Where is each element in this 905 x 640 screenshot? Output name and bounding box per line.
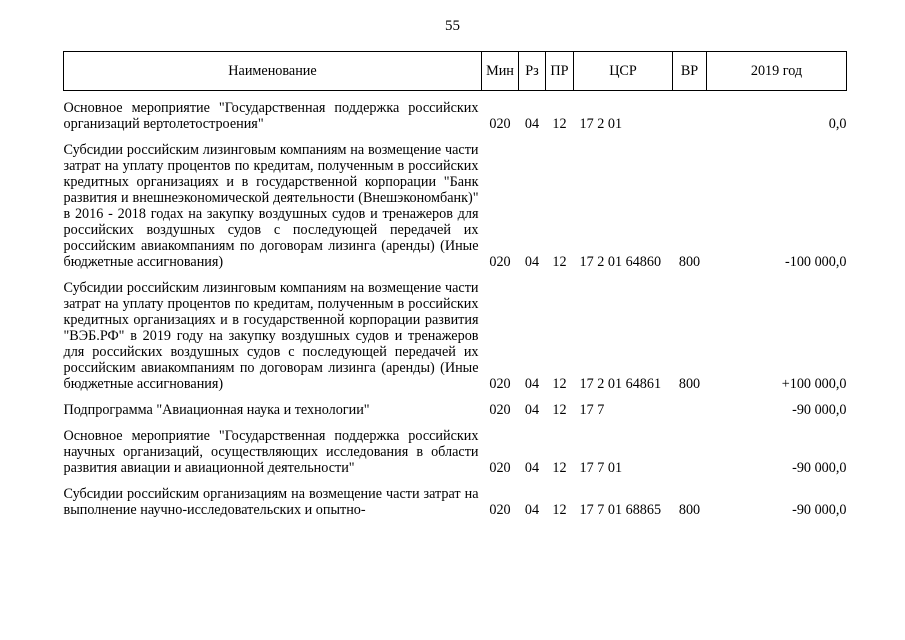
row-rz: 04 [524, 402, 540, 418]
row-min: 020 [489, 502, 511, 518]
budget-table [63, 51, 847, 518]
table-row [64, 392, 847, 418]
row-csr: 17 2 01 64860 [579, 254, 662, 270]
header-min: Мин [482, 52, 519, 91]
row-vr: 800 [678, 376, 701, 392]
row-name: Субсидии российским организациям на возмещение части затрат на выполнение научно-исследовательских и опытно- [63, 486, 479, 518]
row-amount: +100 000,0 [781, 376, 847, 392]
row-rz: 04 [524, 460, 540, 476]
row-pr: 12 [552, 254, 567, 270]
row-min: 020 [489, 376, 511, 392]
row-vr [673, 392, 707, 418]
row-pr: 12 [552, 460, 567, 476]
row-pr: 12 [552, 376, 567, 392]
row-rz: 04 [524, 502, 540, 518]
header-pr: ПР [546, 52, 574, 91]
row-vr: 800 [678, 254, 701, 270]
header-rz: Рз [519, 52, 546, 91]
row-min: 020 [489, 254, 511, 270]
row-min: 020 [489, 402, 511, 418]
row-name: Субсидии российским лизинговым компаниям на возмещение части затрат на уплату процентов по кредитам, полученным в российских кредитных организациях и в государственной корпорации "Банк развития и внешнеэкономической деятельности (Внешэкономбанк)" в 2016 - 2018 годах на закупку воздушных судов и тренажеров для российских воздушных судов с последующей передачей их российским авиакомпаниям по договорам лизинга (аренды) (Иные бюджетные ассигнования) [63, 142, 479, 270]
table-row [64, 132, 847, 270]
header-year: 2019 год [707, 52, 847, 91]
page-number: 55 [445, 18, 460, 34]
row-vr: 800 [678, 502, 701, 518]
row-amount: -90 000,0 [792, 402, 847, 418]
row-vr [673, 91, 707, 133]
table-row [64, 476, 847, 518]
row-csr: 17 2 01 64861 [579, 376, 662, 392]
row-name: Основное мероприятие "Государственная поддержка российских научных организаций, осуществляющих исследования в области развития авиации и авиационной деятельности" [63, 428, 479, 476]
row-min: 020 [489, 460, 511, 476]
row-amount: -90 000,0 [792, 460, 847, 476]
row-name: Подпрограмма "Авиационная наука и технологии" [63, 402, 370, 418]
table-row [64, 418, 847, 476]
row-vr [673, 418, 707, 476]
row-pr: 12 [552, 116, 567, 132]
row-csr: 17 7 [579, 402, 605, 418]
row-rz: 04 [524, 376, 540, 392]
row-name: Субсидии российским лизинговым компаниям на возмещение части затрат на уплату процентов по кредитам, полученным в российских кредитных организациях и в государственной корпорации развития "ВЭБ.РФ" в 2019 году на закупку воздушных судов и тренажеров для российских воздушных судов с последующей передачей их российским авиакомпаниям по договорам лизинга (аренды) (Иные бюджетные ассигнования) [63, 280, 479, 392]
row-pr: 12 [552, 402, 567, 418]
row-min: 020 [489, 116, 511, 132]
header-vr: ВР [673, 52, 707, 91]
header-name: Наименование [64, 52, 482, 91]
row-csr: 17 7 01 68865 [579, 502, 662, 518]
row-rz: 04 [524, 254, 540, 270]
row-csr: 17 7 01 [579, 460, 623, 476]
row-pr: 12 [552, 502, 567, 518]
header-row [64, 52, 847, 91]
header-csr: ЦСР [574, 52, 673, 91]
table-row [64, 91, 847, 133]
row-amount: -100 000,0 [785, 254, 847, 270]
row-amount: 0,0 [828, 116, 847, 132]
row-csr: 17 2 01 [579, 116, 623, 132]
table-row [64, 270, 847, 392]
row-name: Основное мероприятие "Государственная поддержка российских организаций вертолетостроения" [63, 100, 479, 132]
row-amount: -90 000,0 [792, 502, 847, 518]
row-rz: 04 [524, 116, 540, 132]
